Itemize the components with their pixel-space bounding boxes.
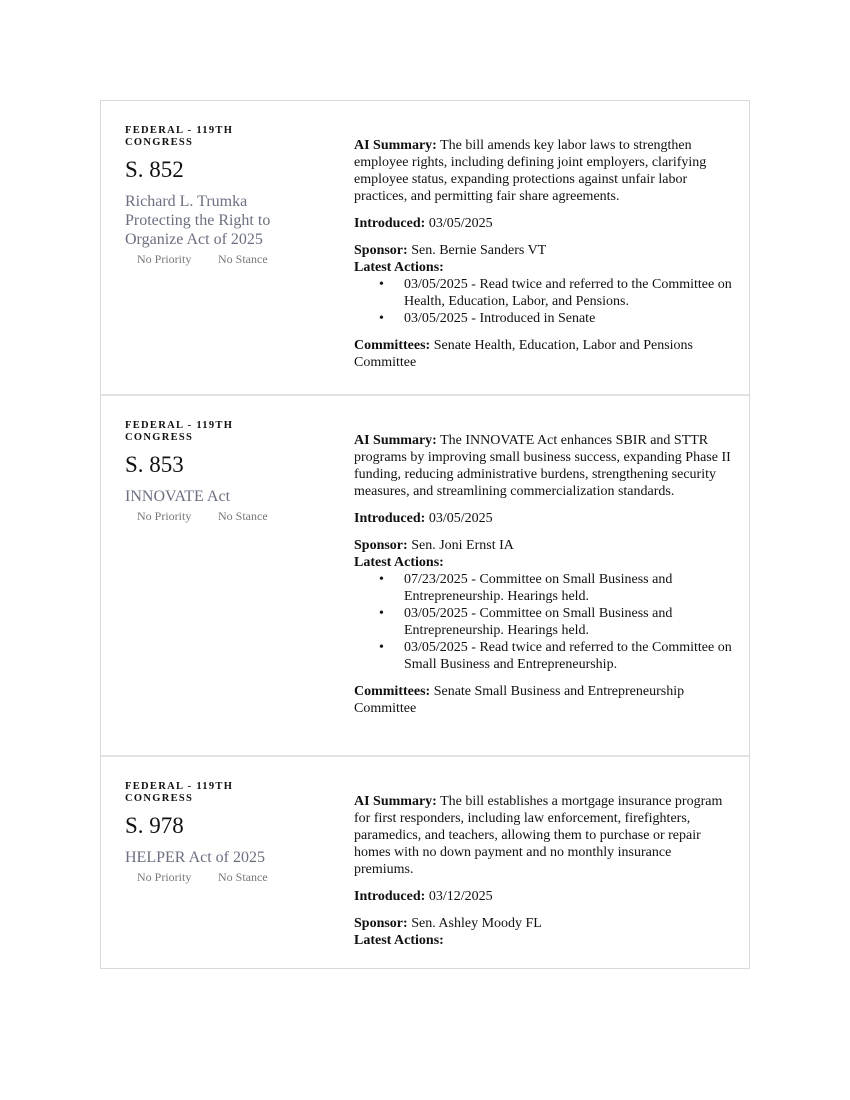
sponsor-label: Sponsor: (354, 243, 408, 258)
stance-label: No Stance (218, 252, 268, 266)
bill-header (125, 781, 315, 885)
bill-number: S. 978 (125, 813, 184, 838)
latest-actions-label: Latest Actions: (354, 933, 444, 948)
introduced-label: Introduced: (354, 889, 426, 904)
ai-summary-text: The bill amends key labor laws to strengthen employee rights, including defining joint employers, clarifying employee status, expanding protections against unfair labor practices, and permitting fair share agreements. (354, 138, 707, 204)
priority-label: No Priority (137, 870, 192, 884)
jurisdiction-label: FEDERAL - 119TH CONGRESS (125, 781, 234, 804)
bill-title[interactable]: Richard L. Trumka Protecting the Right to Organize Act of 2025 (125, 193, 271, 248)
ai-summary (354, 137, 734, 205)
priority-label: No Priority (137, 509, 192, 523)
committees-label: Committees: (354, 684, 431, 699)
bill-title[interactable]: INNOVATE Act (125, 488, 231, 505)
bill-number: S. 852 (125, 157, 184, 182)
committees (354, 683, 734, 717)
sponsor-value: Sen. Ashley Moody FL (411, 916, 542, 931)
ai-summary-label: AI Summary: (354, 138, 437, 153)
ai-summary-text: The INNOVATE Act enhances SBIR and STTR programs by improving small business success, expanding Phase II funding, reducing administrative burdens, strengthening security measures, and streamlining commercialization standards. (354, 433, 731, 499)
bill-details (354, 432, 734, 717)
introduced-label: Introduced: (354, 511, 426, 526)
bill-card (101, 755, 749, 968)
action-item: • 03/05/2025 - Introduced in Senate (404, 310, 734, 327)
introduced-date (354, 888, 734, 905)
introduced-value: 03/05/2025 (428, 511, 493, 526)
jurisdiction-label: FEDERAL - 119TH CONGRESS (125, 420, 234, 443)
latest-actions-heading (354, 259, 734, 276)
ai-summary (354, 432, 734, 500)
bill-title[interactable]: HELPER Act of 2025 (125, 849, 265, 866)
action-item: • 03/05/2025 - Committee on Small Business and Entrepreneurship. Hearings held. (404, 605, 734, 639)
bill-meta (125, 252, 315, 267)
action-item: • 07/23/2025 - Committee on Small Business and Entrepreneurship. Hearings held. (404, 571, 734, 605)
committees-value: Senate Small Business and Entrepreneurship Committee (354, 684, 685, 716)
bill-header (125, 420, 315, 524)
ai-summary-text: The bill establishes a mortgage insurance program for first responders, including law enforcement, firefighters, paramedics, and teachers, allowing them to purchase or repair homes with no down payment and no monthly insurance premiums. (354, 794, 723, 877)
stance-label: No Stance (218, 870, 268, 884)
action-item: • 03/05/2025 - Read twice and referred to the Committee on Health, Education, Labor, and Pensions. (404, 276, 734, 310)
priority-label: No Priority (137, 252, 192, 266)
introduced-value: 03/12/2025 (428, 889, 493, 904)
jurisdiction-label: FEDERAL - 119TH CONGRESS (125, 125, 234, 148)
bill-meta (125, 509, 315, 524)
bill-details (354, 137, 734, 371)
committees (354, 337, 734, 371)
latest-actions-label: Latest Actions: (354, 555, 444, 570)
introduced-label: Introduced: (354, 216, 426, 231)
sponsor (354, 537, 734, 554)
bill-list (100, 100, 750, 969)
latest-actions-label: Latest Actions: (354, 260, 444, 275)
sponsor-label: Sponsor: (354, 916, 408, 931)
sponsor (354, 242, 734, 259)
sponsor-value: Sen. Joni Ernst IA (411, 538, 514, 553)
bill-number: S. 853 (125, 452, 184, 477)
ai-summary-label: AI Summary: (354, 433, 437, 448)
sponsor (354, 915, 734, 932)
stance-label: No Stance (218, 509, 268, 523)
bill-card (101, 394, 749, 755)
latest-actions-list (354, 276, 734, 327)
sponsor-value: Sen. Bernie Sanders VT (411, 243, 547, 258)
introduced-date (354, 510, 734, 527)
bill-details (354, 793, 734, 949)
bill-header (125, 125, 315, 267)
latest-actions-heading (354, 554, 734, 571)
action-item: • 03/05/2025 - Read twice and referred to the Committee on Small Business and Entrepreneurship. (404, 639, 734, 673)
committees-label: Committees: (354, 338, 431, 353)
latest-actions-list (354, 571, 734, 673)
bill-card (101, 101, 749, 394)
ai-summary-label: AI Summary: (354, 794, 437, 809)
bill-meta (125, 870, 315, 885)
introduced-date (354, 215, 734, 232)
latest-actions-heading (354, 932, 734, 949)
sponsor-label: Sponsor: (354, 538, 408, 553)
ai-summary (354, 793, 734, 878)
committees-value: Senate Health, Education, Labor and Pensions Committee (354, 338, 694, 370)
introduced-value: 03/05/2025 (428, 216, 493, 231)
